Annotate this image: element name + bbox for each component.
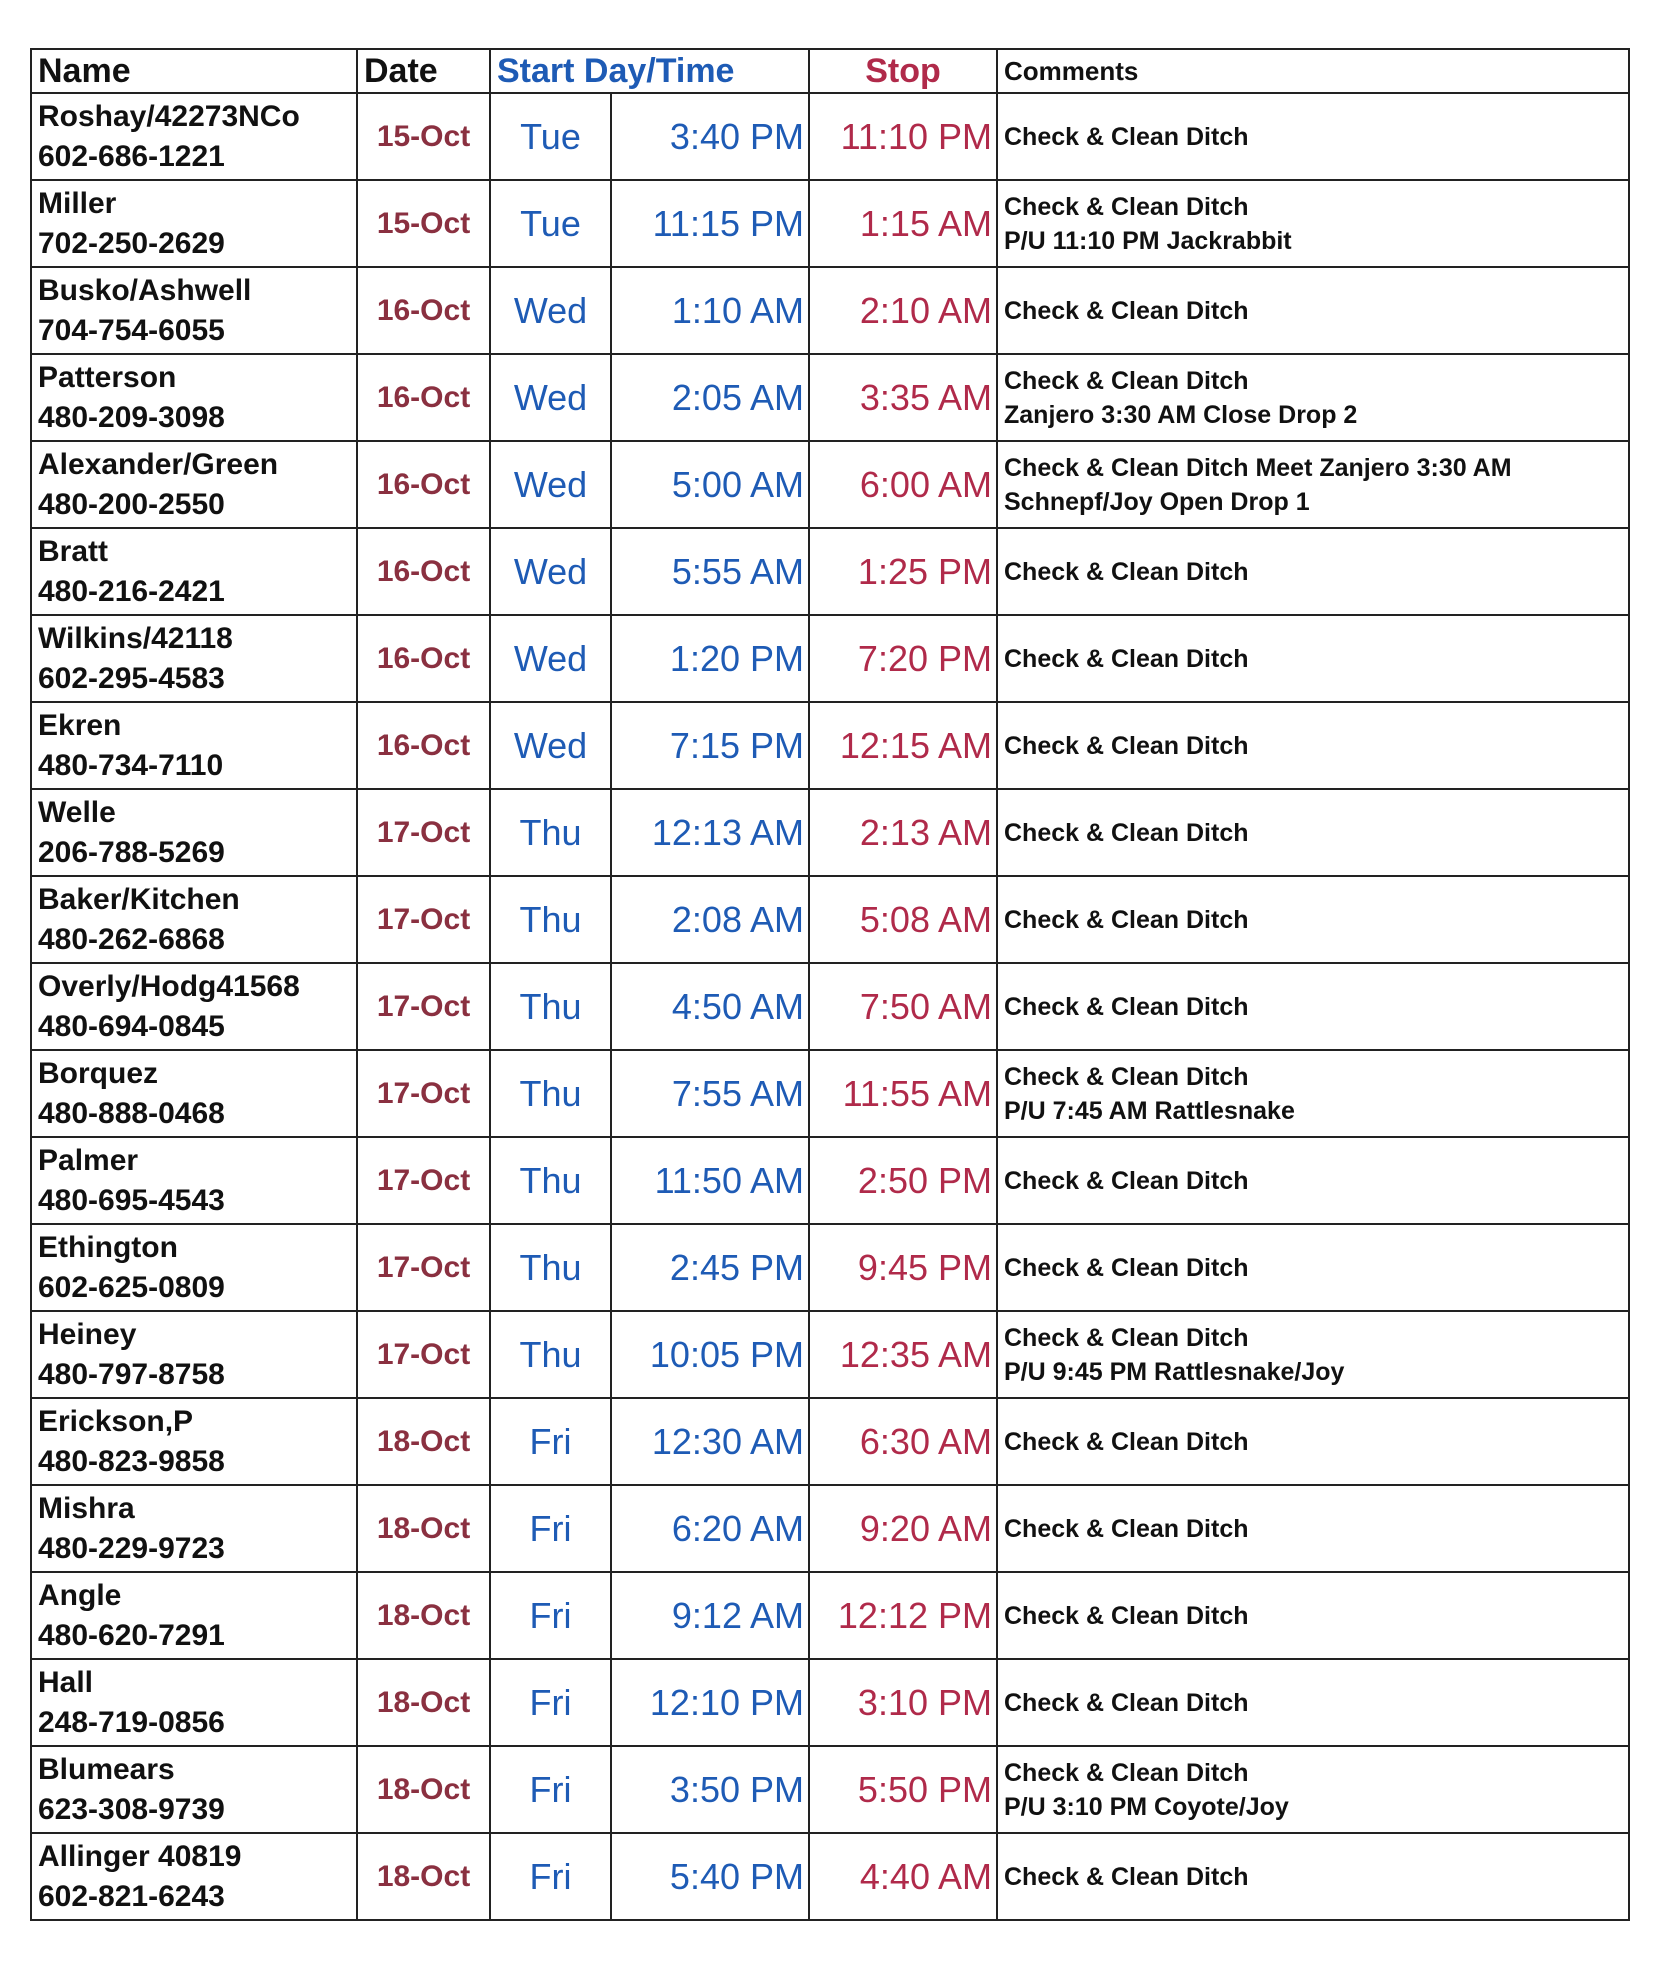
start-day-cell: Wed [490, 702, 611, 789]
phone-number: 480-262-6868 [38, 922, 225, 956]
schedule-rows [31, 93, 1629, 1920]
name-cell [31, 180, 357, 267]
phone-number: 480-209-3098 [38, 400, 225, 434]
table-row [31, 615, 1629, 702]
comment-line-2: Schnepf/Joy Open Drop 1 [1004, 487, 1310, 516]
name-cell [31, 1659, 357, 1746]
comment-line-2: P/U 11:10 PM Jackrabbit [1004, 226, 1292, 255]
date-cell: 16-Oct [357, 354, 490, 441]
comments-cell [997, 441, 1629, 528]
landowner-name: Baker/Kitchen [38, 882, 240, 916]
comment-line-2: P/U 9:45 PM Rattlesnake/Joy [1004, 1357, 1345, 1386]
header-start: Start Day/Time [490, 49, 809, 93]
stop-time-cell: 11:55 AM [809, 1050, 997, 1137]
start-day-cell: Wed [490, 354, 611, 441]
stop-time-cell: 5:08 AM [809, 876, 997, 963]
comments-cell [997, 702, 1629, 789]
comment-line-2: P/U 3:10 PM Coyote/Joy [1004, 1792, 1289, 1821]
table-row [31, 354, 1629, 441]
start-day-cell: Fri [490, 1398, 611, 1485]
stop-time-cell: 3:10 PM [809, 1659, 997, 1746]
landowner-name: Erickson,P [38, 1404, 194, 1438]
start-day-cell: Thu [490, 1137, 611, 1224]
name-cell [31, 876, 357, 963]
stop-time-cell: 7:20 PM [809, 615, 997, 702]
name-cell [31, 1311, 357, 1398]
start-time-cell: 1:10 AM [611, 267, 809, 354]
name-cell [31, 354, 357, 441]
name-cell [31, 1137, 357, 1224]
start-day-cell: Fri [490, 1572, 611, 1659]
landowner-name: Miller [38, 186, 117, 220]
start-day-cell: Fri [490, 1833, 611, 1920]
comment-line-1: Check & Clean Ditch [1004, 731, 1249, 760]
landowner-name: Angle [38, 1578, 122, 1612]
stop-time-cell: 2:50 PM [809, 1137, 997, 1224]
comment-line-1: Check & Clean Ditch [1004, 644, 1249, 673]
date-cell: 17-Oct [357, 963, 490, 1050]
header-comments: Comments [997, 49, 1629, 93]
phone-number: 480-620-7291 [38, 1618, 225, 1652]
name-cell [31, 93, 357, 180]
comment-line-1: Check & Clean Ditch [1004, 122, 1249, 151]
name-cell [31, 1572, 357, 1659]
start-time-cell: 12:30 AM [611, 1398, 809, 1485]
comments-cell [997, 267, 1629, 354]
comments-cell [997, 789, 1629, 876]
date-cell: 18-Oct [357, 1833, 490, 1920]
table-row [31, 1224, 1629, 1311]
landowner-name: Hall [38, 1665, 94, 1699]
landowner-name: Alexander/Green [38, 447, 279, 481]
phone-number: 602-625-0809 [38, 1270, 225, 1304]
comments-cell [997, 1311, 1629, 1398]
landowner-name: Blumears [38, 1752, 175, 1786]
comments-cell [997, 1659, 1629, 1746]
phone-number: 480-695-4543 [38, 1183, 225, 1217]
start-day-cell: Tue [490, 180, 611, 267]
name-cell [31, 1224, 357, 1311]
comments-cell [997, 354, 1629, 441]
comment-line-1: Check & Clean Ditch [1004, 818, 1249, 847]
comment-line-1: Check & Clean Ditch [1004, 992, 1249, 1021]
comments-cell [997, 528, 1629, 615]
comments-cell [997, 1050, 1629, 1137]
table-row [31, 876, 1629, 963]
comment-line-1: Check & Clean Ditch [1004, 366, 1249, 395]
landowner-name: Ekren [38, 708, 122, 742]
date-cell: 16-Oct [357, 615, 490, 702]
start-time-cell: 3:40 PM [611, 93, 809, 180]
comment-line-1: Check & Clean Ditch [1004, 1688, 1249, 1717]
landowner-name: Heiney [38, 1317, 137, 1351]
phone-number: 702-250-2629 [38, 226, 225, 260]
start-day-cell: Thu [490, 1311, 611, 1398]
date-cell: 18-Oct [357, 1572, 490, 1659]
landowner-name: Welle [38, 795, 116, 829]
start-time-cell: 11:50 AM [611, 1137, 809, 1224]
phone-number: 248-719-0856 [38, 1705, 225, 1739]
comments-cell [997, 93, 1629, 180]
comment-line-1: Check & Clean Ditch [1004, 1062, 1249, 1091]
date-cell: 17-Oct [357, 876, 490, 963]
header-row [31, 49, 1629, 93]
phone-number: 602-686-1221 [38, 139, 225, 173]
table-row [31, 441, 1629, 528]
start-time-cell: 11:15 PM [611, 180, 809, 267]
start-time-cell: 10:05 PM [611, 1311, 809, 1398]
name-cell [31, 441, 357, 528]
comment-line-1: Check & Clean Ditch [1004, 1514, 1249, 1543]
start-time-cell: 1:20 PM [611, 615, 809, 702]
stop-time-cell: 4:40 AM [809, 1833, 997, 1920]
stop-time-cell: 12:35 AM [809, 1311, 997, 1398]
table-row [31, 1137, 1629, 1224]
comments-cell [997, 1137, 1629, 1224]
landowner-name: Ethington [38, 1230, 178, 1264]
comment-line-1: Check & Clean Ditch [1004, 192, 1249, 221]
comment-line-1: Check & Clean Ditch [1004, 1253, 1249, 1282]
comment-line-1: Check & Clean Ditch [1004, 1862, 1249, 1891]
table-row [31, 789, 1629, 876]
landowner-name: Bratt [38, 534, 109, 568]
comments-cell [997, 963, 1629, 1050]
start-time-cell: 5:00 AM [611, 441, 809, 528]
comment-line-2: Zanjero 3:30 AM Close Drop 2 [1004, 400, 1358, 429]
name-cell [31, 267, 357, 354]
landowner-name: Roshay/42273NCo [38, 99, 300, 133]
start-time-cell: 5:40 PM [611, 1833, 809, 1920]
stop-time-cell: 1:25 PM [809, 528, 997, 615]
landowner-name: Wilkins/42118 [38, 621, 233, 655]
table-row [31, 267, 1629, 354]
table-row [31, 1398, 1629, 1485]
header-name: Name [31, 49, 357, 93]
table-row [31, 1572, 1629, 1659]
table-row [31, 1833, 1629, 1920]
phone-number: 480-734-7110 [38, 748, 224, 782]
landowner-name: Busko/Ashwell [38, 273, 252, 307]
stop-time-cell: 6:00 AM [809, 441, 997, 528]
start-time-cell: 2:05 AM [611, 354, 809, 441]
start-time-cell: 6:20 AM [611, 1485, 809, 1572]
stop-time-cell: 9:45 PM [809, 1224, 997, 1311]
landowner-name: Borquez [38, 1056, 158, 1090]
date-cell: 17-Oct [357, 789, 490, 876]
date-cell: 16-Oct [357, 702, 490, 789]
comment-line-1: Check & Clean Ditch [1004, 905, 1249, 934]
start-day-cell: Thu [490, 876, 611, 963]
table-row [31, 1485, 1629, 1572]
date-cell: 18-Oct [357, 1398, 490, 1485]
comments-cell [997, 1746, 1629, 1833]
date-cell: 17-Oct [357, 1311, 490, 1398]
table-row [31, 180, 1629, 267]
phone-number: 480-200-2550 [38, 487, 225, 521]
stop-time-cell: 12:15 AM [809, 702, 997, 789]
stop-time-cell: 9:20 AM [809, 1485, 997, 1572]
name-cell [31, 528, 357, 615]
comment-line-1: Check & Clean Ditch [1004, 1758, 1249, 1787]
table-row [31, 1311, 1629, 1398]
start-time-cell: 2:45 PM [611, 1224, 809, 1311]
start-day-cell: Thu [490, 1050, 611, 1137]
comment-line-1: Check & Clean Ditch Meet Zanjero 3:30 AM [1004, 453, 1512, 482]
phone-number: 602-821-6243 [38, 1879, 225, 1913]
comments-cell [997, 1398, 1629, 1485]
start-day-cell: Fri [490, 1659, 611, 1746]
date-cell: 18-Oct [357, 1485, 490, 1572]
date-cell: 18-Oct [357, 1659, 490, 1746]
stop-time-cell: 2:10 AM [809, 267, 997, 354]
date-cell: 15-Oct [357, 93, 490, 180]
date-cell: 16-Oct [357, 528, 490, 615]
phone-number: 480-888-0468 [38, 1096, 225, 1130]
comment-line-1: Check & Clean Ditch [1004, 1323, 1249, 1352]
date-cell: 17-Oct [357, 1050, 490, 1137]
name-cell [31, 1485, 357, 1572]
table-row [31, 93, 1629, 180]
stop-time-cell: 6:30 AM [809, 1398, 997, 1485]
start-time-cell: 7:15 PM [611, 702, 809, 789]
comment-line-1: Check & Clean Ditch [1004, 296, 1249, 325]
landowner-name: Allinger 40819 [38, 1839, 242, 1873]
phone-number: 480-694-0845 [38, 1009, 225, 1043]
name-cell [31, 1833, 357, 1920]
name-cell [31, 789, 357, 876]
comment-line-1: Check & Clean Ditch [1004, 1166, 1249, 1195]
name-cell [31, 1746, 357, 1833]
start-time-cell: 12:13 AM [611, 789, 809, 876]
table-row [31, 1659, 1629, 1746]
stop-time-cell: 5:50 PM [809, 1746, 997, 1833]
start-day-cell: Thu [490, 1224, 611, 1311]
comment-line-2: P/U 7:45 AM Rattlesnake [1004, 1096, 1295, 1125]
phone-number: 602-295-4583 [38, 661, 225, 695]
stop-time-cell: 11:10 PM [809, 93, 997, 180]
start-day-cell: Wed [490, 441, 611, 528]
start-time-cell: 4:50 AM [611, 963, 809, 1050]
schedule-sheet [30, 48, 1628, 1921]
name-cell [31, 1050, 357, 1137]
stop-time-cell: 1:15 AM [809, 180, 997, 267]
comments-cell [997, 1224, 1629, 1311]
name-cell [31, 615, 357, 702]
phone-number: 206-788-5269 [38, 835, 225, 869]
landowner-name: Palmer [38, 1143, 139, 1177]
table-row [31, 528, 1629, 615]
date-cell: 16-Oct [357, 441, 490, 528]
start-time-cell: 5:55 AM [611, 528, 809, 615]
start-day-cell: Wed [490, 267, 611, 354]
comments-cell [997, 1833, 1629, 1920]
start-day-cell: Fri [490, 1746, 611, 1833]
phone-number: 480-229-9723 [38, 1531, 225, 1565]
date-cell: 18-Oct [357, 1746, 490, 1833]
comments-cell [997, 1572, 1629, 1659]
start-day-cell: Thu [490, 963, 611, 1050]
start-day-cell: Thu [490, 789, 611, 876]
landowner-name: Mishra [38, 1491, 135, 1525]
table-row [31, 1050, 1629, 1137]
name-cell [31, 1398, 357, 1485]
phone-number: 480-823-9858 [38, 1444, 225, 1478]
table-row [31, 963, 1629, 1050]
header-date: Date [357, 49, 490, 93]
start-time-cell: 12:10 PM [611, 1659, 809, 1746]
date-cell: 15-Oct [357, 180, 490, 267]
name-cell [31, 702, 357, 789]
table-row [31, 702, 1629, 789]
start-time-cell: 3:50 PM [611, 1746, 809, 1833]
date-cell: 17-Oct [357, 1224, 490, 1311]
start-time-cell: 9:12 AM [611, 1572, 809, 1659]
name-cell [31, 963, 357, 1050]
date-cell: 16-Oct [357, 267, 490, 354]
stop-time-cell: 2:13 AM [809, 789, 997, 876]
phone-number: 480-216-2421 [38, 574, 225, 608]
comments-cell [997, 1485, 1629, 1572]
landowner-name: Overly/Hodg41568 [38, 969, 300, 1003]
comment-line-1: Check & Clean Ditch [1004, 1427, 1249, 1456]
phone-number: 623-308-9739 [38, 1792, 225, 1826]
start-day-cell: Wed [490, 615, 611, 702]
start-time-cell: 7:55 AM [611, 1050, 809, 1137]
comments-cell [997, 876, 1629, 963]
stop-time-cell: 3:35 AM [809, 354, 997, 441]
start-day-cell: Tue [490, 93, 611, 180]
landowner-name: Patterson [38, 360, 177, 394]
comment-line-1: Check & Clean Ditch [1004, 1601, 1249, 1630]
comments-cell [997, 180, 1629, 267]
comments-cell [997, 615, 1629, 702]
date-cell: 17-Oct [357, 1137, 490, 1224]
header-stop: Stop [809, 49, 997, 93]
phone-number: 704-754-6055 [38, 313, 225, 347]
start-day-cell: Fri [490, 1485, 611, 1572]
table-row [31, 1746, 1629, 1833]
start-time-cell: 2:08 AM [611, 876, 809, 963]
stop-time-cell: 12:12 PM [809, 1572, 997, 1659]
comment-line-1: Check & Clean Ditch [1004, 557, 1249, 586]
irrigation-schedule-table [30, 48, 1630, 1921]
start-day-cell: Wed [490, 528, 611, 615]
stop-time-cell: 7:50 AM [809, 963, 997, 1050]
phone-number: 480-797-8758 [38, 1357, 225, 1391]
